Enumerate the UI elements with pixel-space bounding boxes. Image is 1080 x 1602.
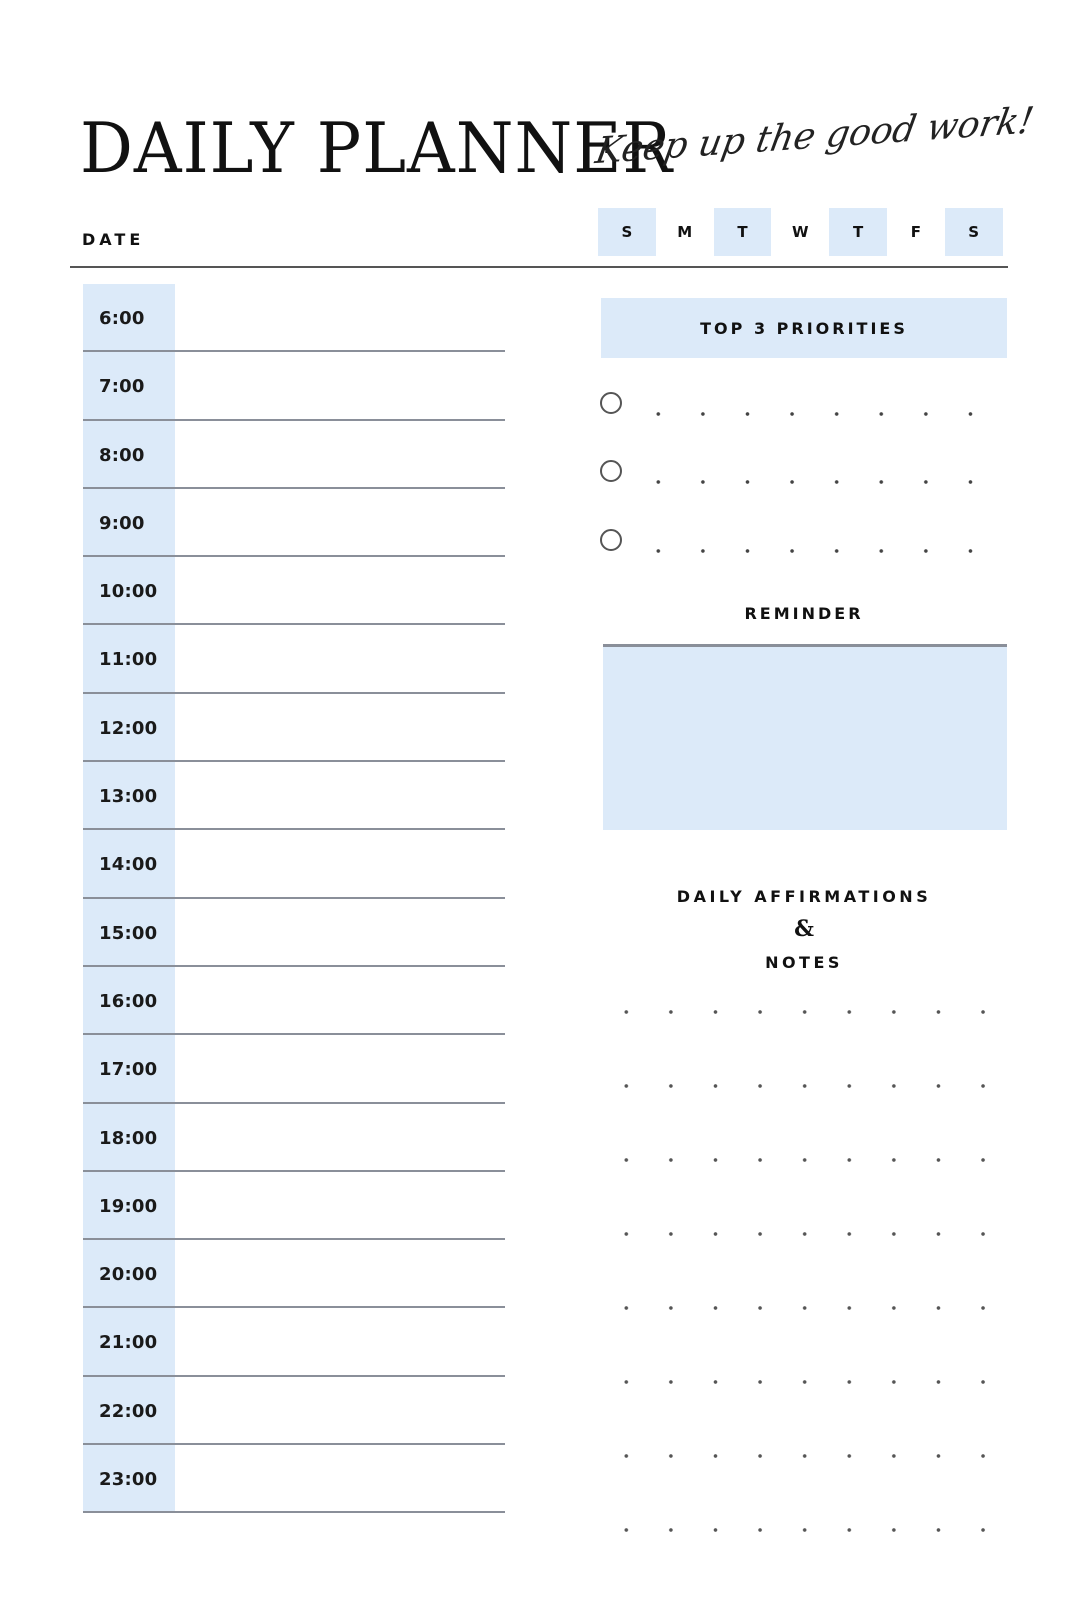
weekday-sunday[interactable]: S [598,208,656,256]
hour-entry[interactable] [175,830,505,896]
hour-entry[interactable] [175,1240,505,1306]
hour-label: 6:00 [99,308,145,329]
reminder-box[interactable] [603,644,1007,830]
hour-label: 11:00 [99,649,158,671]
hour-cell [83,489,175,555]
hour-row [83,1240,505,1308]
hour-entry[interactable] [175,967,505,1033]
dotted-write-line[interactable] [636,549,1010,553]
hour-row [83,1377,505,1445]
weekday-thursday[interactable]: T [829,208,887,256]
hour-entry[interactable] [175,421,505,487]
affirmations-title-amp: & [794,916,814,942]
hour-row [83,694,505,762]
hour-cell [83,1104,175,1170]
weekday-saturday[interactable]: S [945,208,1003,256]
hour-label: 9:00 [99,512,145,534]
hour-label: 15:00 [99,922,158,944]
weekday-wednesday[interactable]: W [792,223,809,241]
weekday-tuesday[interactable]: T [714,208,772,256]
hour-cell [83,899,175,965]
hour-entry[interactable] [175,489,505,555]
priority-item [600,390,1010,420]
hour-label: 13:00 [99,786,158,808]
hour-row [83,421,505,489]
affirmations-title-line1: DAILY AFFIRMATIONS [676,887,932,906]
hour-label: 10:00 [99,581,158,603]
header-divider [70,266,1008,268]
hour-label: 7:00 [99,376,145,398]
affirmations-title-line3: NOTES [765,953,843,972]
weekday-selector [598,208,1003,256]
hour-cell [83,762,175,828]
hour-label: 8:00 [99,444,145,466]
weekday-friday[interactable]: F [910,223,921,241]
hour-cell [83,352,175,418]
hour-entry[interactable] [175,352,505,418]
hour-row [83,489,505,557]
hour-cell [83,1377,175,1443]
priority-item [600,527,1010,557]
hour-cell [83,1308,175,1374]
hour-cell [83,967,175,1033]
hour-cell [83,1240,175,1306]
hour-row [83,625,505,693]
notes-dotted-line[interactable] [604,1380,1014,1384]
affirmations-title [601,880,1007,979]
hour-label: 20:00 [99,1264,158,1286]
priority-item [600,458,1010,488]
hour-row [83,557,505,625]
checkbox-circle-icon[interactable] [600,392,622,414]
hour-row [83,1445,505,1513]
hour-label: 14:00 [99,854,158,876]
notes-dotted-line[interactable] [604,1158,1014,1162]
hour-cell [83,421,175,487]
hour-row [83,830,505,898]
hour-entry[interactable] [175,1377,505,1443]
weekday-monday[interactable]: M [677,223,693,241]
checkbox-circle-icon[interactable] [600,460,622,482]
hourly-schedule [83,284,505,1513]
hour-cell [83,557,175,623]
hour-cell [83,284,175,350]
hour-row [83,352,505,420]
notes-dot-grid [604,1010,1014,1602]
hour-entry[interactable] [175,1308,505,1374]
notes-dotted-line[interactable] [604,1084,1014,1088]
dotted-write-line[interactable] [636,480,1010,484]
hour-label: 12:00 [99,717,158,739]
notes-dotted-line[interactable] [604,1454,1014,1458]
hour-cell [83,1445,175,1511]
hour-cell [83,625,175,691]
hour-entry[interactable] [175,625,505,691]
hour-entry[interactable] [175,284,505,350]
hour-row [83,899,505,967]
hour-cell [83,1035,175,1101]
hour-label: 22:00 [99,1400,158,1422]
hour-cell [83,1172,175,1238]
priorities-title: TOP 3 PRIORITIES [601,298,1007,358]
hour-row [83,762,505,830]
hour-entry[interactable] [175,694,505,760]
reminder-title: REMINDER [744,604,864,623]
checkbox-circle-icon[interactable] [600,529,622,551]
hour-label: 18:00 [99,1127,158,1149]
hour-row [83,1172,505,1240]
hour-label: 21:00 [99,1332,158,1354]
hour-label: 19:00 [99,1195,158,1217]
notes-dotted-line[interactable] [604,1232,1014,1236]
hour-row [83,1104,505,1172]
hour-cell [83,694,175,760]
hour-row [83,1035,505,1103]
dotted-write-line[interactable] [636,412,1010,416]
hour-entry[interactable] [175,1172,505,1238]
page-title: DAILY PLANNER [80,108,674,189]
date-label: DATE [82,230,145,249]
tagline: Keep up the good work! [592,100,1037,173]
hour-label: 23:00 [99,1469,158,1491]
notes-dotted-line[interactable] [604,1306,1014,1310]
hour-entry[interactable] [175,1035,505,1101]
hour-entry[interactable] [175,1445,505,1511]
hour-row [83,284,505,352]
hour-label: 16:00 [99,990,158,1012]
hour-row [83,967,505,1035]
hour-entry[interactable] [175,762,505,828]
notes-dotted-line[interactable] [604,1010,1014,1014]
notes-dotted-line[interactable] [604,1528,1014,1532]
hour-entry[interactable] [175,1104,505,1170]
hour-label: 17:00 [99,1059,158,1081]
hour-entry[interactable] [175,899,505,965]
hour-entry[interactable] [175,557,505,623]
hour-row [83,1308,505,1376]
hour-cell [83,830,175,896]
